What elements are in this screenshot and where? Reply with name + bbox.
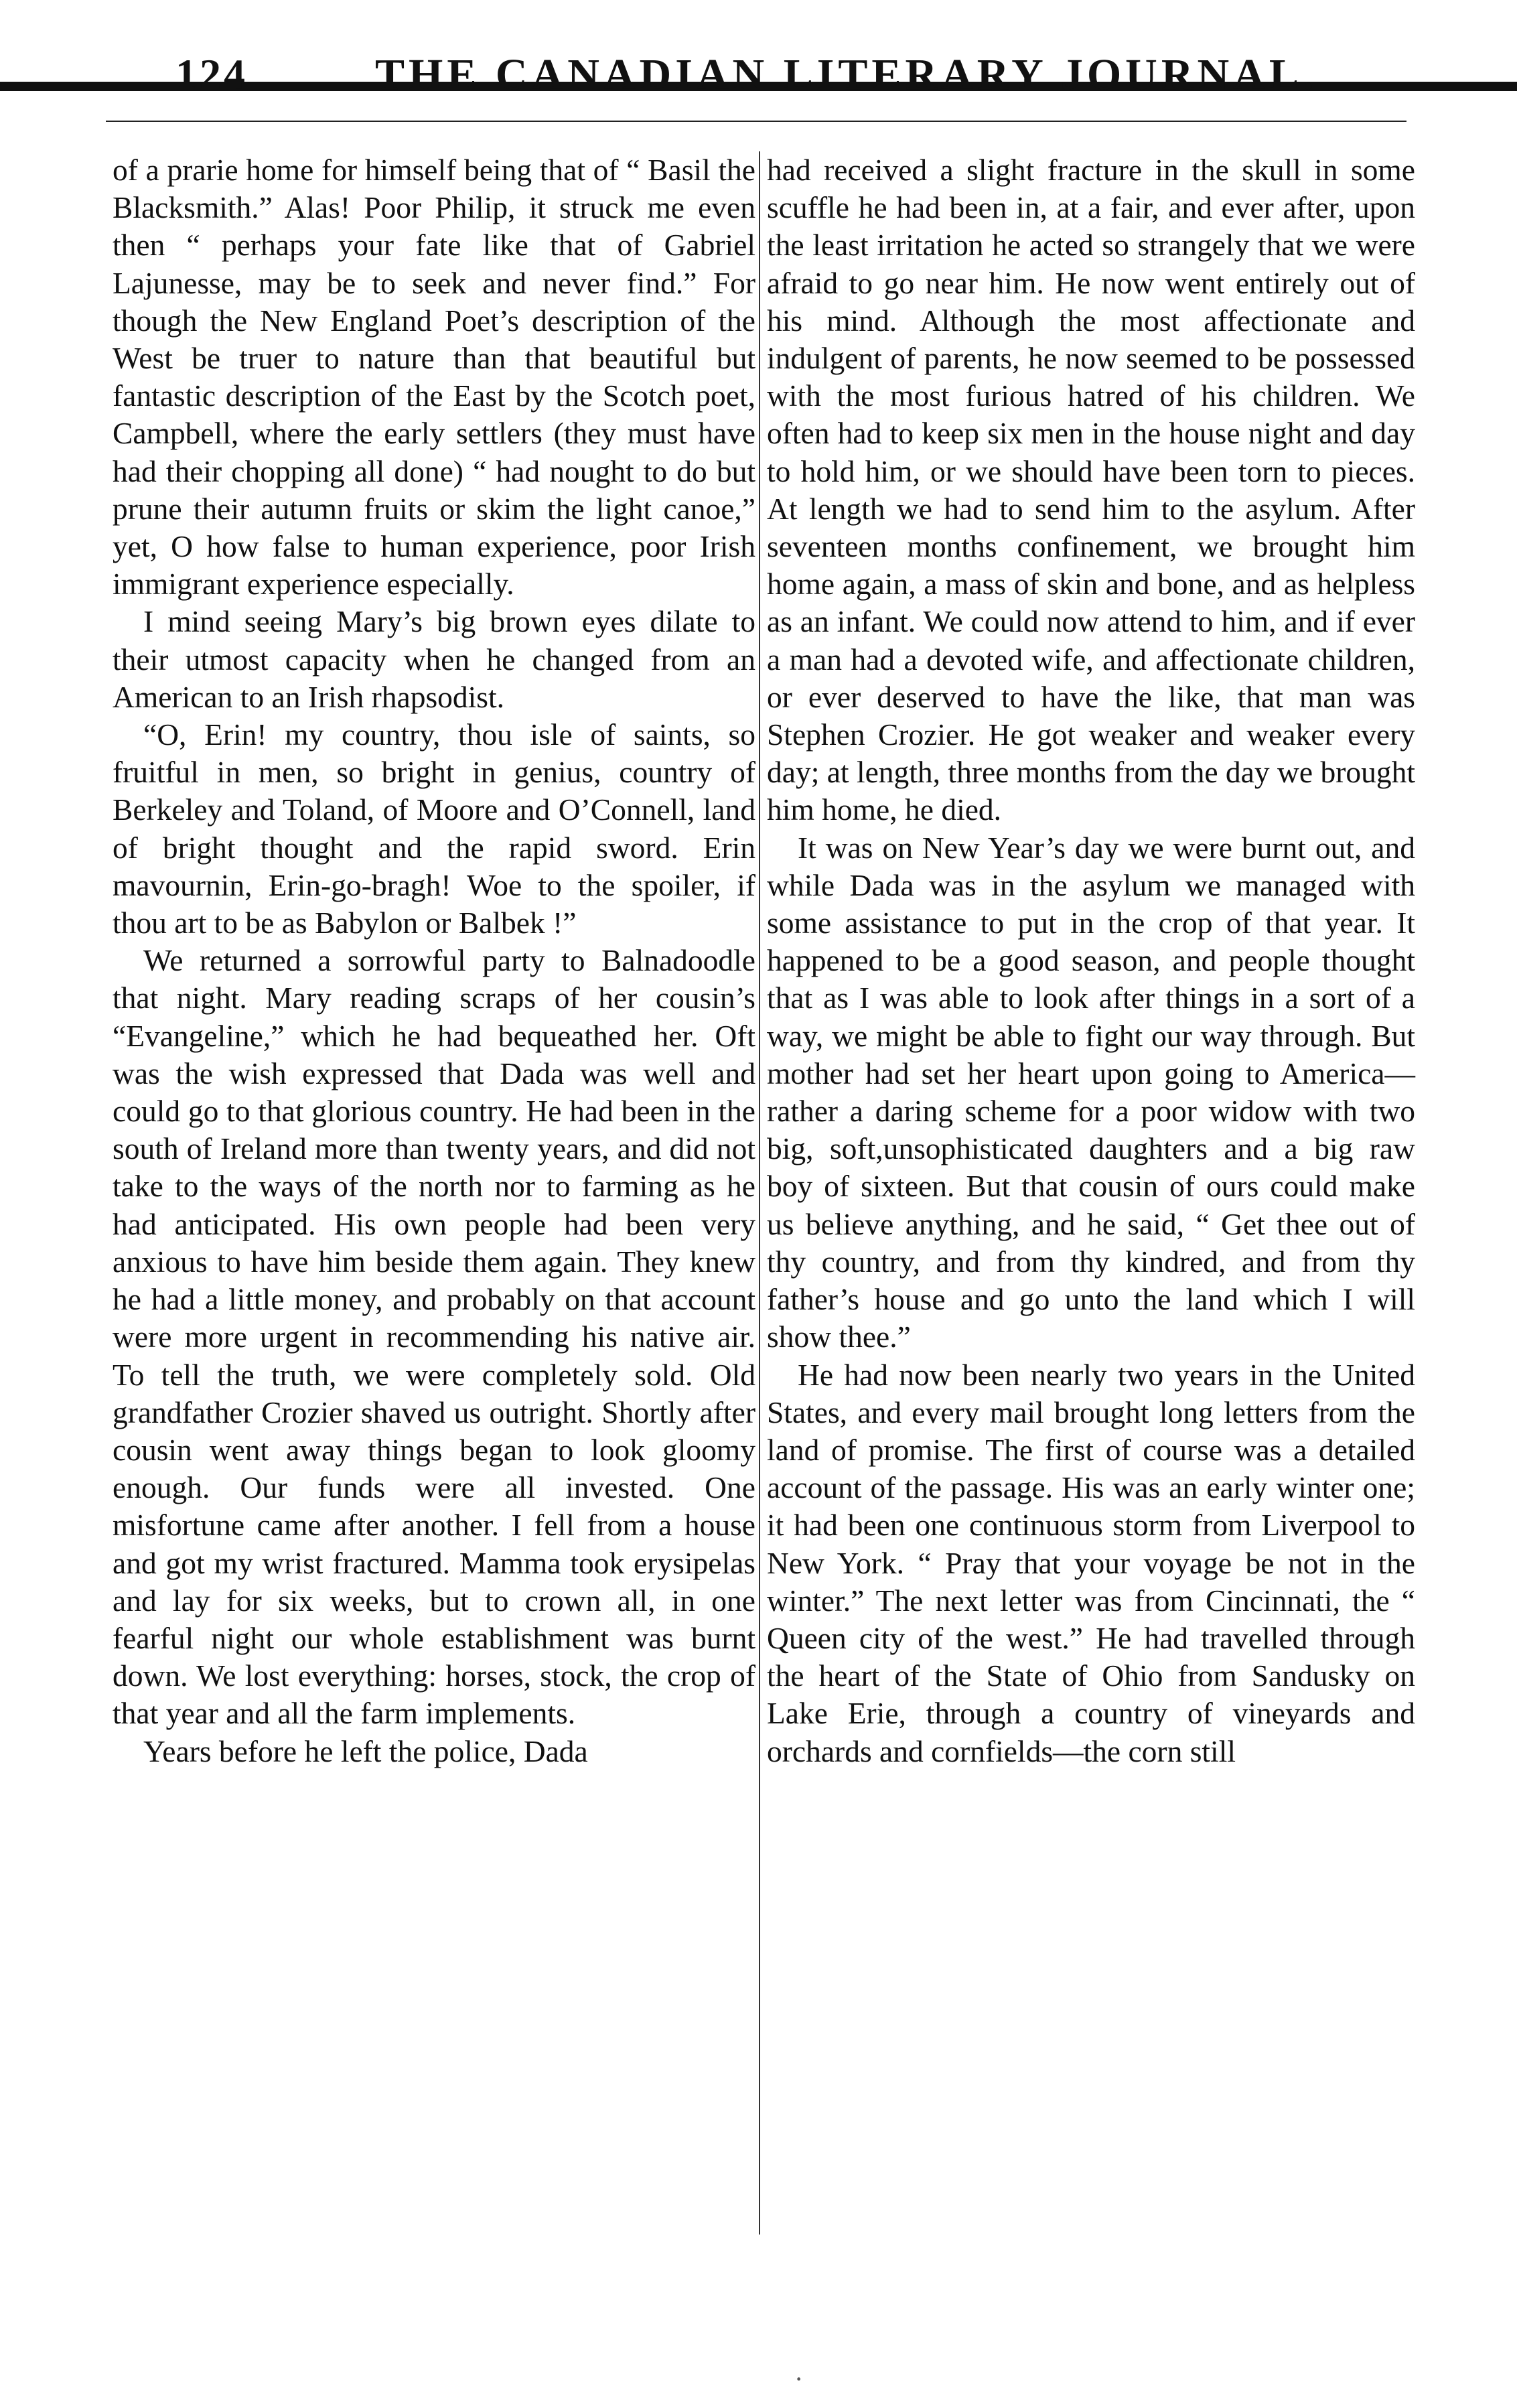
right-paragraph-2: It was on New Year’s day we were burnt out, and while Dada was in the asylum we managed with some assistance to put in the crop of that year. It happened to be a good season, and people thought that as I was able to look after things in a sort of a way, we might be able to fight our way through. But mother had set her heart upon going to America—rather a daring scheme for a poor widow with two big, soft,unsophisticated daughters and a big raw boy of sixteen. But that cousin of ours could make us believe anything, and he said, “ Get thee out of thy country, and from thy kindred, and from thy father’s house and go unto the land which I will show thee.” xyxy=(767,830,1415,1354)
right-paragraph-3: He had now been nearly two years in the United States, and every mail brought long letters from the land of promise. The first of course was a detailed account of the passage. His was an early winter one; it had been one continuous storm from Liverpool to New York. “ Pray that your voyage be not in the winter.” The next letter was from Cincinnati, the “ Queen city of the west.” He had travelled through the heart of the State of Ohio from Sandusky on Lake Erie, through a country of vineyards and orchards and cornfields—the corn still xyxy=(767,1357,1415,1768)
right-paragraph-1: had received a slight fracture in the skull in some scuffle he had been in, at a fair, and ever after, upon the least irritation he acted so strangely that we were afraid to go near him. He now went entirely out of his mind. Although the most affectionate and indulgent of parents, he now seemed to be possessed with the most furious hatred of his children. We often had to keep six men in the house night and day to hold him, or we should have been torn to pieces. At length we had to send him to the asylum. After seventeen months confinement, we brought him home again, a mass of skin and bone, and as helpless as an infant. We could now attend to him, and if ever a man had a devoted wife, and affectionate children, or ever deserved to have the like, that man was Stephen Crozier. He got weaker and weaker every day; at length, three months from the day we brought him home, he died. xyxy=(767,153,1415,827)
bottom-dot-mark: · xyxy=(794,2364,804,2394)
left-paragraph-4: We returned a sorrowful party to Balnadoodle that night. Mary reading scraps of her cousin’s “Evangeline,” which he had bequeathed her. Oft was the wish expressed that Dada was well and could go to that glorious country. He had been in the south of Ireland more than twenty years, and did not take to the ways of the north nor to farming as he had anticipated. His own people had been very anxious to have him beside them again. They knew he had a little money, and probably on that account were more urgent in recommending his native air. To tell the truth, we were completely sold. Old grandfather Crozier shaved us outright. Shortly after cousin went away things began to look gloomy enough. Our funds were all invested. One misfortune came after another. I fell from a house and got my wrist fractured. Mamma took erysipelas and lay for six weeks, but to crown all, in one fearful night our whole establishment was burnt down. We lost everything: horses, stock, the crop of that year and all the farm implements. xyxy=(113,943,755,1731)
column-divider xyxy=(759,151,760,2235)
left-paragraph-3: “O, Erin! my country, thou isle of saints, so fruitful in men, so bright in genius, country of Berkeley and Toland, of Moore and O’Connell, land of bright thought and the rapid sword. Erin mavournin, Erin-go-bragh! Woe to the spoiler, if thou art to be as Babylon or Balbek !” xyxy=(113,717,755,940)
right-column xyxy=(767,151,1415,1770)
top-rule xyxy=(106,121,1406,122)
page-number: 124 xyxy=(175,50,248,98)
left-paragraph-2: I mind seeing Mary’s big brown eyes dilate to their utmost capacity when he changed from an American to an Irish rhapsodist. xyxy=(113,604,755,714)
left-paragraph-5: Years before he left the police, Dada xyxy=(143,1733,588,1768)
left-paragraph-1: of a prarie home for himself being that of “ Basil the Blacksmith.” Alas! Poor Philip, it struck me even then “ perhaps your fate like that of Gabriel Lajunesse, may be to seek and never find.” For though the New England Poet’s description of the West be truer to nature than that beautiful but fantastic description of the East by the Scotch poet, Campbell, where the early settlers (they must have had their chopping all done) “ had nought to do but prune their autumn fruits or skim the light canoe,” yet, O how false to human experience, poor Irish immigrant experience especially. xyxy=(113,153,755,601)
running-title: THE CANADIAN LITERARY JOURNAL. xyxy=(375,50,1318,99)
page-header xyxy=(0,27,1517,127)
left-column xyxy=(113,151,755,1770)
